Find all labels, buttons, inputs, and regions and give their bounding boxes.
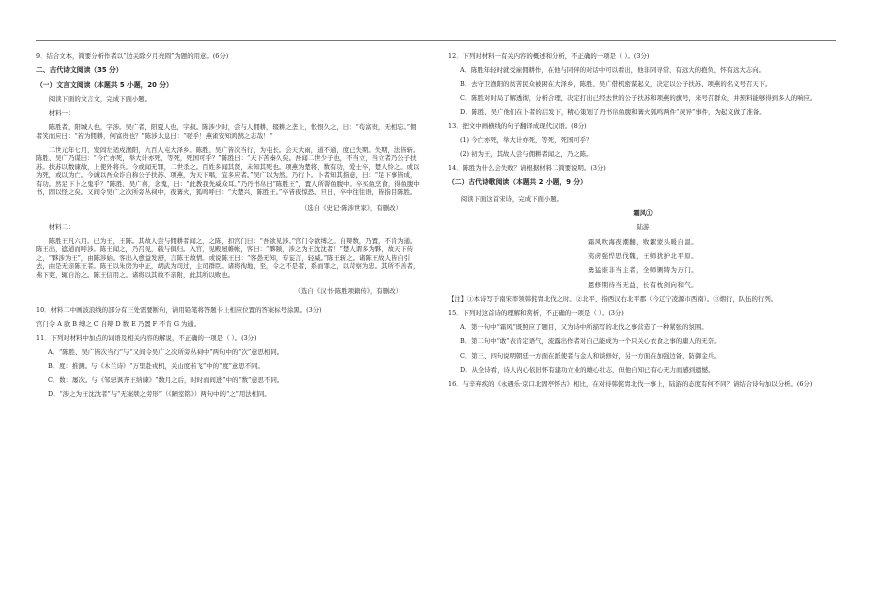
left-paragraph: （选自《汉书·陈胜项籍传》，有删改） <box>294 287 402 296</box>
right-paragraph: D．从全诗看，诗人内心依旧怀有建功立业的雄心壮志，但他自知已有心无力而感到遗憾。 <box>460 365 715 374</box>
left-paragraph: A．“陈胜、吴广皆次当行”与“又间令吴广之次所旁丛祠中”两句中的“次”意思相同。 <box>48 347 284 356</box>
right-column <box>448 52 838 394</box>
right-paragraph: （二）古代诗歌阅读（本题共 2 小题，9 分） <box>448 178 587 187</box>
right-paragraph: A．第一句中“霜风”既照应了题目，又为诗中所描写的北伐之事营造了一种紧张的氛围。 <box>460 323 708 332</box>
left-paragraph: 陈胜王凡六月。已为王，王陈。其故人尝与佣耕者闻之，之陈，扣宫门曰：“吾欲见涉。”宫门令欲缚之。自辩数，乃置，不肯为通。陈王出，遮道而呼涉。陈王闻之，乃召见，载与俱归。入宫，见殿屋帷帐，客曰：“夥颐，涉之为王沈沈者！”楚人谓多为夥，故天下传之，“夥涉为王”，由陈涉始。客出入愈益发舒，言陈王故情。或说陈王曰：“客愚无知，专妄言，轻威。”陈王斩之。诸陈王故人皆自引去，由是无亲陈王者。陈王以朱房为中正，胡武为司过，主司群臣。诸将徇地，至，令之不是者，系而罪之，以苛察为忠。其所不善者，弗下吏，辄自治之。陈王信用之。诸将以其故不亲附，此其所以败也。 <box>36 236 420 279</box>
right-paragraph: 15．下列对这首诗的理解和赏析，不正确的一项是（ ）。(3分) <box>448 309 624 318</box>
left-paragraph: 材料一： <box>48 109 75 118</box>
right-paragraph: B．去守卫渔阳的贫苦民众被困在大泽乡，陈胜、吴广借机密谋起义，决定以公子扶苏、项燕的名义号召天下。 <box>460 80 772 89</box>
right-paragraph: 【注】①本诗写于南宋率领韩侂胄北伐之时。②北平，指西汉右北平郡（今辽宁凌源市西南）。③烟行，队伍的行列。 <box>448 295 778 304</box>
left-paragraph: B．度：推测。与《木兰诗》“万里赴戎机，关山度若飞”中的“度”意思不同。 <box>48 361 264 370</box>
left-paragraph: （一）文言文阅读（本题共 5 小题，20 分） <box>36 80 173 89</box>
right-paragraph: C．陈胜对时局了解透彻，分析合理，决定打出已经去世的公子扶苏和项燕的旗号，来号召群众，并预料能够得到多人的响应。 <box>460 94 817 103</box>
right-paragraph: 霜风① <box>633 209 653 218</box>
left-paragraph: 10．材料二中画波浪线的部分有三处需要断句，请用铅笔将答题卡上相应位置的答案标号涂黑。(3分) <box>36 305 322 314</box>
left-paragraph: 二、古代诗文阅读（35 分） <box>36 66 123 75</box>
left-paragraph: 阅读下面的文言文，完成下面小题。 <box>48 95 152 104</box>
right-paragraph: 12．下列对材料一有关内容的概述和分析，不正确的一项是（ ）。(3分) <box>448 52 650 60</box>
left-column <box>36 52 422 404</box>
right-paragraph: C．第三、四句说明朝廷一方面在派使者与金人和谈修好，另一方面在加强边备，防御金兵。 <box>460 351 721 360</box>
left-paragraph: 9．结合文本，简要分析作者以“边关除夕月亮圆”为题的用意。(6分) <box>36 52 229 60</box>
right-paragraph: 夷虏强悍思伐魏，王师犹护北平原。 <box>587 251 699 260</box>
right-paragraph: 勇猛谁非当主者，全师铡铸为万门。 <box>587 266 699 275</box>
left-paragraph: 陈胜者，阳城人也，字涉。吴广者，阳夏人也，字叔。陈涉少时，尝与人佣耕，辍耕之垄上，怅恨久之，曰：“苟富贵，无相忘。”佣者笑而应曰：“若为佣耕，何富贵也？”陈涉太息曰：“嗟乎！燕雀安知鸿鹄之志哉！” <box>36 123 417 140</box>
right-paragraph: 16．与辛弃疾的《永遇乐·京口北固亭怀古》相比，在对待韩侂胄北伐一事上，陆游的态度有何不同？请结合诗句加以分析。(6分) <box>448 379 813 388</box>
left-paragraph: 二世元年七月，发闾左适戍渔阳，九百人屯大泽乡。陈胜、吴广皆次当行，为屯长。会天大雨，道不通，度已失期。失期，法皆斩。陈胜、吴广乃谋曰：“今亡亦死，举大计亦死，等死，死国可乎？”陈胜曰：“天下苦秦久矣。吾闻二世少子也，不当立，当立者乃公子扶苏。扶苏以数谏故，上使外将兵。今或闻无罪，二世杀之。百姓多闻其贤，未知其死也。项燕为楚将，数有功，爱士卒，楚人怜之。或以为死，或以为亡。今诚以吾众诈自称公子扶苏、项燕，为天下唱，宜多应者。”吴广以为然。乃行卜。卜者知其指意，曰：“足下事皆成，有功。然足下卜之鬼乎？”陈胜、吴广喜，念鬼，曰：“此教我先威众耳。”乃丹书帛曰“陈胜王”，置人所罾鱼腹中。卒买鱼烹食，得鱼腹中书，固以怪之矣。又间令吴广之次所旁丛祠中，夜篝火，狐鸣呼曰：“大楚兴，陈胜王。”卒皆夜惊恐。旦日，卒中往往语，皆指目陈胜。 <box>36 145 420 197</box>
right-paragraph: (1) 今亡亦死，举大计亦死，等死，死国可乎？ <box>460 136 593 145</box>
left-paragraph: 11．下列对材料中加点的词语及相关内容的解说，不正确的一项是（ ）。(3分) <box>36 333 257 342</box>
right-paragraph: 14．陈胜为什么会失败？请根据材料二简要说明。(3分) <box>448 164 606 173</box>
right-paragraph: (2) 初为王，其故人尝与佣耕者闻之，乃之陈。 <box>460 150 593 159</box>
right-paragraph: A．陈胜年轻时就受雇佣耕作，在他与同伴的对话中可以看出，他非同寻常，有远大的抱负，怀有远大志向。 <box>460 66 765 75</box>
right-paragraph: 霜风吹海夜潮翻，败絮蒙头暖自温。 <box>587 237 699 246</box>
left-paragraph: 宫门令 A 欲 B 缚之 C 自辩 D 数 E 乃置 F 不肯 G 为通。 <box>36 319 201 328</box>
right-paragraph: 阅读下面这首宋诗，完成下面小题。 <box>460 195 564 204</box>
right-paragraph: 13．把文中画横线的句子翻译成现代汉语。(8分) <box>448 122 587 131</box>
right-paragraph: 陆游 <box>636 223 650 232</box>
left-paragraph: 材料二： <box>48 222 75 231</box>
left-paragraph: C．数：屡次。与《邹忌讽齐王纳谏》“数月之后，时时而间进”中的“数”意思不同。 <box>48 375 284 384</box>
right-paragraph: D．陈胜、吴广他们在卜者的启发下，精心策划了丹书帛鱼腹和篝火狐鸣两件“灵异”事件，为起义做了准备。 <box>460 108 766 117</box>
right-paragraph: B．第二句中“敢”表肯定语气，流露出作者对自己能成为一个只关心衣食之事的庸人的无奈。 <box>460 337 721 346</box>
header-rule <box>36 40 836 41</box>
left-paragraph: D．“涉之为王沈沈者”与“无案牍之劳形”（《陋室铭》）两句中的“之”用法相同。 <box>48 389 271 398</box>
left-paragraph: （选自《史记·陈涉世家》，有删改） <box>300 204 402 213</box>
right-paragraph: 恩修期待当无益，长有枕剑向和气。 <box>587 280 699 289</box>
